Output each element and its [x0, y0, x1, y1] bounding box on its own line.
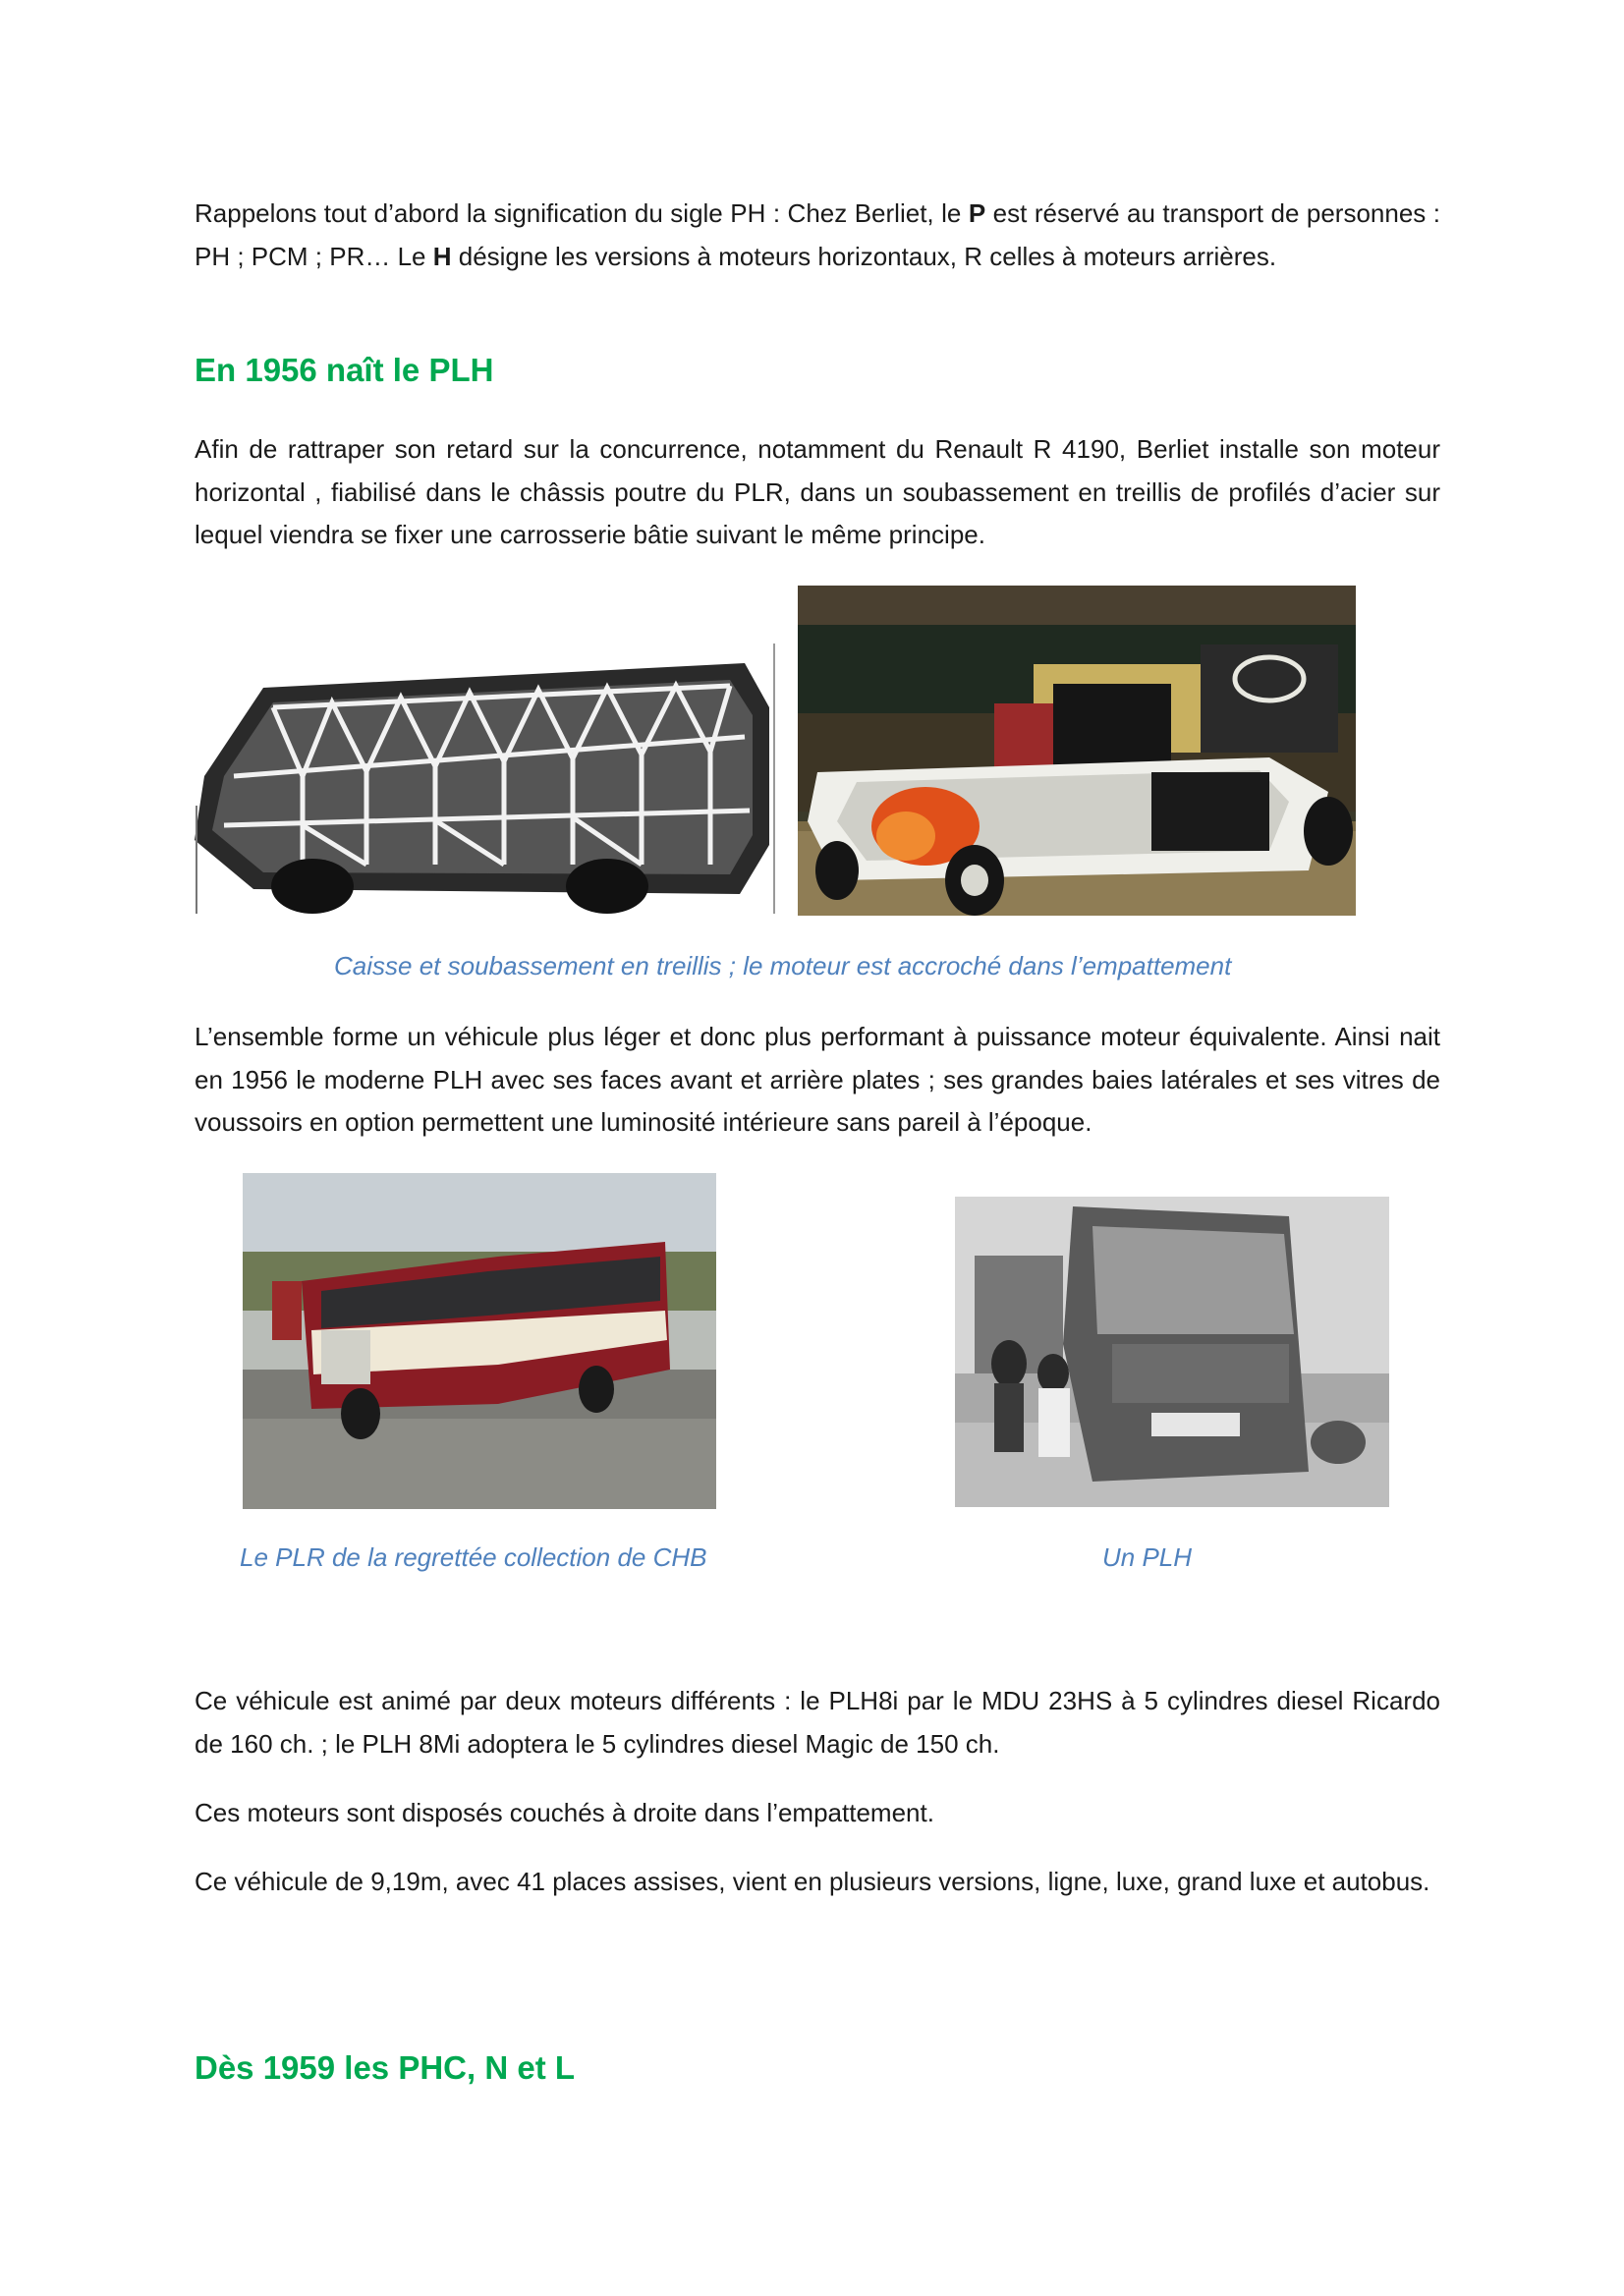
chassis-museum-photo	[798, 586, 1356, 916]
intro-paragraph	[195, 193, 1440, 278]
section-heading-1959: Dès 1959 les PHC, N et L	[195, 2049, 576, 2086]
intro-text-2: est réservé au transport de personnes : PH ; PCM ; PR… Le	[195, 198, 1441, 271]
intro-bold-h: H	[432, 241, 452, 271]
wireframe-body-image	[195, 629, 778, 916]
caption-wireframe: Caisse et soubassement en treillis ; le moteur est accroché dans l’empattement	[334, 951, 1232, 980]
section-heading-1956: En 1956 naît le PLH	[195, 352, 494, 388]
paragraph-plh-origin: Afin de rattraper son retard sur la concurrence, notamment du Renault R 4190, Berliet installe son moteur horizontal , fiabilisé dans le châssis poutre du PLR, dans un soubassement en treillis de profilés d’acier sur lequel viendra se fixer une carrosserie bâtie suivant le même principe.	[195, 434, 1440, 549]
plh-bus-photo	[955, 1197, 1389, 1507]
paragraph-versions: Ce véhicule de 9,19m, avec 41 places assises, vient en plusieurs versions, ligne, luxe, grand luxe et autobus.	[195, 1867, 1430, 1896]
intro-text-3: désigne les versions à moteurs horizontaux, R celles à moteurs arrières.	[451, 241, 1277, 271]
intro-bold-p: P	[968, 198, 986, 228]
paragraph-plh-lighter: L’ensemble forme un véhicule plus léger et donc plus performant à puissance moteur équivalente. Ainsi nait en 1956 le moderne PLH avec ses faces avant et arrière plates ; ses grandes baies latérales et ses vitres de voussoirs en option permettent une luminosité intérieure sans pareil à l’époque.	[195, 1022, 1440, 1137]
plr-bus-photo	[243, 1173, 716, 1509]
caption-plh: Un PLH	[1102, 1542, 1193, 1572]
intro-text-1: Rappelons tout d’abord la signification du sigle PH : Chez Berliet, le	[195, 198, 969, 228]
paragraph-engine-position: Ces moteurs sont disposés couchés à droite dans l’empattement.	[195, 1798, 934, 1827]
caption-plr: Le PLR de la regrettée collection de CHB	[240, 1542, 707, 1572]
paragraph-engines: Ce véhicule est animé par deux moteurs différents : le PLH8i par le MDU 23HS à 5 cylindres diesel Ricardo de 160 ch. ; le PLH 8Mi adoptera le 5 cylindres diesel Magic de 150 ch.	[195, 1686, 1440, 1759]
